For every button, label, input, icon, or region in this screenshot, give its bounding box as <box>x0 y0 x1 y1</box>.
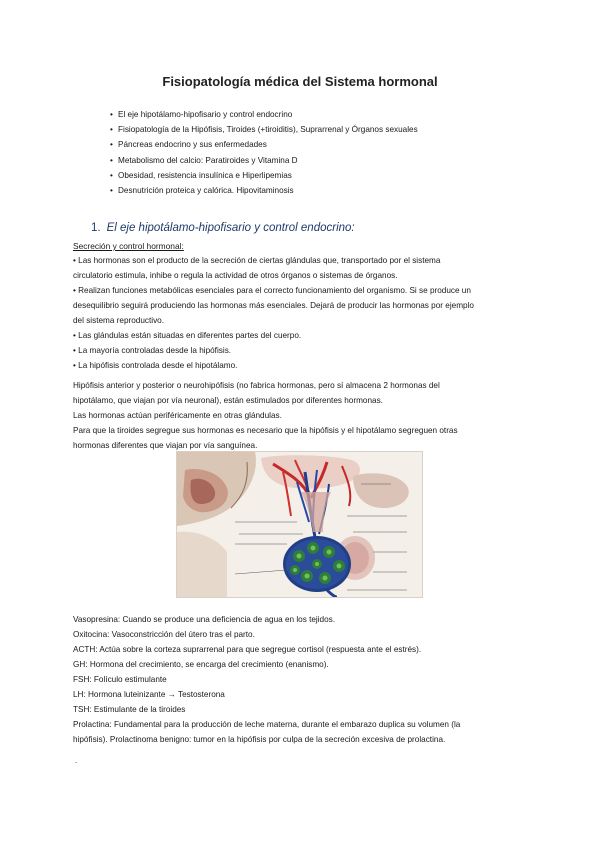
toc-item: • El eje hipotálamo-hipofisario y control endocrino <box>110 110 293 119</box>
text-line: hipotálamo, que viajan por vía neuronal), están estimulados por diferentes hormonas. <box>73 396 383 405</box>
body-paragraph-2 <box>73 378 533 453</box>
hormone-item: hipófisis). Prolactinoma benigno: tumor en la hipófisis por culpa de la secreción excesiva de prolactina. <box>73 735 446 744</box>
text-line: desequilibrio seguirá produciendo las hormonas más esenciales. Dejará de producir las hormonas por ejemplo <box>73 301 474 310</box>
section-subheading: Secreción y control hormonal: <box>73 241 184 251</box>
hormone-item: TSH: Estimulante de la tiroides <box>73 705 186 714</box>
text-line: Hipófisis anterior y posterior o neurohipófisis (no fabrica hormonas, pero sí almacena 2 hormonas del <box>73 381 440 390</box>
hormone-item: Oxitocina: Vasoconstricción del útero tras el parto. <box>73 630 255 639</box>
hormone-list <box>73 612 533 747</box>
toc-item: • Páncreas endocrino y sus enfermedades <box>110 140 267 150</box>
text-line: • Las hormonas son el producto de la secreción de ciertas glándulas que, transportado por el sistema <box>73 256 441 265</box>
body-paragraph-1 <box>73 253 533 373</box>
text-line: • Las glándulas están situadas en diferentes partes del cuerpo. <box>73 331 302 340</box>
hormone-item: Prolactina: Fundamental para la producción de leche materna, durante el embarazo duplica su volumen (la <box>73 720 461 729</box>
text-line: • La mayoría controladas desde la hipófisis. <box>73 346 232 355</box>
hormone-item: FSH: Folículo estimulante <box>73 675 167 684</box>
section-heading: 1. El eje hipotálamo-hipofisario y control endocrino: <box>91 222 355 234</box>
document-title: Fisiopatología médica del Sistema hormonal <box>162 74 438 89</box>
toc-item: • Metabolismo del calcio: Paratiroides y Vitamina D <box>110 155 298 165</box>
table-of-contents <box>110 107 418 198</box>
toc-item: • Fisiopatología de la Hipófisis, Tiroides (+tiroiditis), Suprarrenal y Órganos sexuales <box>110 125 418 135</box>
text-line: hormonas diferentes que viajan por vía sanguínea. <box>73 441 258 450</box>
trailing-dot: . <box>75 756 78 765</box>
text-line: del sistema reproductivo. <box>73 316 165 325</box>
hormone-item: GH: Hormona del crecimiento, se encarga del crecimiento (enanismo). <box>73 660 329 669</box>
hormone-item: LH: Hormona luteinizante → Testosterona <box>73 690 225 699</box>
text-line: Para que la tiroides segregue sus hormonas es necesario que la hipófisis y el hipotálamo segreguen otras <box>73 426 458 435</box>
text-line: Las hormonas actúan periféricamente en otras glándulas. <box>73 411 282 420</box>
text-line: • Realizan funciones metabólicas esenciales para el correcto funcionamiento del organismo. Si se produce un <box>73 286 471 295</box>
hormone-item: ACTH: Actúa sobre la corteza suprarrenal para que segregue cortisol (respuesta ante el estrés). <box>73 645 422 654</box>
hormone-item: Vasopresina: Cuando se produce una deficiencia de agua en los tejidos. <box>73 615 336 624</box>
toc-item: • Desnutrición proteica y calórica. Hipovitaminosis <box>110 186 294 196</box>
text-line: • La hipófisis controlada desde el hipotálamo. <box>73 361 238 370</box>
pituitary-illustration <box>176 451 423 598</box>
text-line: circulatorio estimula, inhibe o regula la actividad de otros órganos o sistemas de órganos. <box>73 271 398 280</box>
toc-item: • Obesidad, resistencia insulínica e Hiperlipemias <box>110 170 292 180</box>
